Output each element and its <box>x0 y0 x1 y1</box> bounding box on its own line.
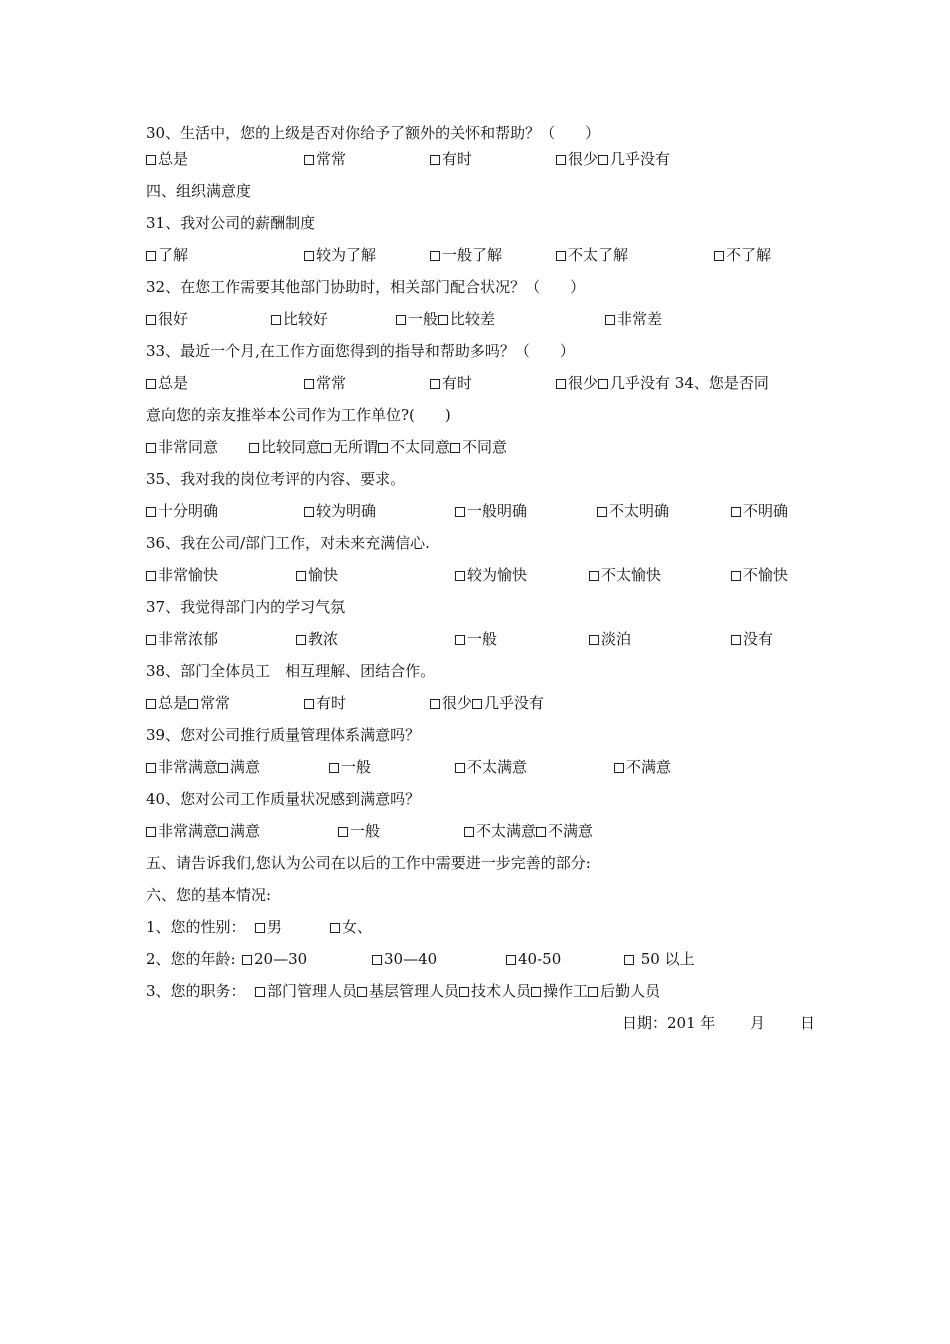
option-checkbox[interactable]: 50 以上 <box>624 948 695 970</box>
option-checkbox[interactable]: 不了解 <box>714 244 771 266</box>
option-checkbox[interactable]: 较为明确 <box>304 500 376 522</box>
question-36: 36、我在公司/部门工作，对未来充满信心. <box>146 534 430 552</box>
checkbox-icon[interactable] <box>304 699 314 709</box>
option-checkbox[interactable]: 一般 <box>338 820 380 842</box>
option-checkbox[interactable]: 常常 <box>304 372 346 394</box>
checkbox-icon[interactable] <box>304 379 314 389</box>
checkbox-icon[interactable] <box>536 827 546 837</box>
gender-label: 1、您的性别： <box>146 918 246 936</box>
question-38: 38、部门全体员工 相互理解、团结合作。 <box>146 662 436 680</box>
checkbox-icon[interactable] <box>605 315 615 325</box>
checkbox-icon[interactable] <box>450 443 460 453</box>
option-checkbox[interactable]: 部门管理人员 基层管理人员 技术人员 操作工 后勤人员 <box>255 980 660 1002</box>
option-checkbox[interactable]: 不太了解 <box>556 244 628 266</box>
option-checkbox[interactable]: 非常差 <box>605 308 662 330</box>
checkbox-icon[interactable] <box>146 827 156 837</box>
checkbox-icon[interactable] <box>506 955 516 965</box>
option-checkbox[interactable]: 有时 <box>430 148 472 170</box>
question-33: 33、最近一个月,在工作方面您得到的指导和帮助多吗？（ ） <box>146 342 575 360</box>
checkbox-icon[interactable] <box>714 251 724 261</box>
option-checkbox[interactable]: 愉快 <box>296 564 338 586</box>
date-day-label: 日 <box>800 1014 816 1032</box>
checkbox-icon[interactable] <box>430 699 440 709</box>
checkbox-icon[interactable] <box>556 251 566 261</box>
option-checkbox[interactable]: 较为愉快 <box>455 564 527 586</box>
checkbox-icon[interactable] <box>464 827 474 837</box>
question-30: 30、生活中，您的上级是否对你给予了额外的关怀和帮助？（ ） <box>146 124 601 142</box>
option-checkbox[interactable]: 非常同意 <box>146 436 218 458</box>
checkbox-icon[interactable] <box>731 571 741 581</box>
checkbox-icon[interactable] <box>430 155 440 165</box>
checkbox-icon[interactable] <box>146 443 156 453</box>
checkbox-icon[interactable] <box>146 155 156 165</box>
checkbox-icon[interactable] <box>304 251 314 261</box>
job-label: 3、您的职务： <box>146 982 246 1000</box>
checkbox-icon[interactable] <box>588 987 598 997</box>
date-row <box>622 1012 822 1034</box>
checkbox-icon[interactable] <box>598 155 608 165</box>
option-checkbox[interactable]: 40-50 <box>506 948 561 970</box>
checkbox-icon[interactable] <box>255 987 265 997</box>
option-checkbox[interactable]: 了解 <box>146 244 188 266</box>
age-label: 2、您的年龄: <box>146 950 236 968</box>
section-heading-6: 六、您的基本情况: <box>146 886 272 904</box>
option-checkbox[interactable]: 一般 <box>329 756 371 778</box>
checkbox-icon[interactable] <box>271 315 281 325</box>
question-37: 37、我觉得部门内的学习气氛 <box>146 598 346 616</box>
option-checkbox[interactable]: 一般了解 <box>430 244 502 266</box>
option-checkbox[interactable]: 比较好 <box>271 308 328 330</box>
option-checkbox[interactable]: 教浓 <box>296 628 338 650</box>
option-checkbox[interactable]: 总是 <box>146 372 188 394</box>
option-checkbox[interactable]: 一般明确 <box>455 500 527 522</box>
checkbox-icon[interactable] <box>321 443 331 453</box>
option-checkbox[interactable]: 十分明确 <box>146 500 218 522</box>
option-checkbox[interactable]: 不明确 <box>731 500 788 522</box>
checkbox-icon[interactable] <box>430 379 440 389</box>
checkbox-icon[interactable] <box>188 699 198 709</box>
date-year-label: 日期：201 年 <box>622 1014 716 1032</box>
option-checkbox[interactable]: 不满意 <box>614 756 671 778</box>
checkbox-icon[interactable] <box>731 635 741 645</box>
section-heading-5: 五、请告诉我们,您认为公司在以后的工作中需要进一步完善的部分: <box>146 854 591 872</box>
checkbox-icon[interactable] <box>531 987 541 997</box>
checkbox-icon[interactable] <box>330 923 340 933</box>
checkbox-icon[interactable] <box>378 443 388 453</box>
checkbox-icon[interactable] <box>731 507 741 517</box>
checkbox-icon[interactable] <box>329 763 339 773</box>
option-checkbox[interactable]: 女、 <box>330 916 372 938</box>
checkbox-icon[interactable] <box>614 763 624 773</box>
option-checkbox[interactable]: 一般 比较差 <box>396 308 495 330</box>
option-checkbox[interactable]: 总是 <box>146 148 188 170</box>
section-heading-4: 四、组织满意度 <box>146 182 252 200</box>
checkbox-icon[interactable] <box>249 443 259 453</box>
checkbox-icon[interactable] <box>296 571 306 581</box>
option-checkbox[interactable]: 不太愉快 <box>589 564 661 586</box>
option-checkbox[interactable]: 很少 几乎没有 <box>556 148 670 170</box>
checkbox-icon[interactable] <box>598 379 608 389</box>
question-32: 32、在您工作需要其他部门协助时，相关部门配合状况？（ ） <box>146 278 586 296</box>
checkbox-icon[interactable] <box>556 155 566 165</box>
option-checkbox[interactable]: 不太满意 <box>455 756 527 778</box>
option-checkbox[interactable]: 淡泊 <box>589 628 631 650</box>
checkbox-icon[interactable] <box>304 155 314 165</box>
checkbox-icon[interactable] <box>338 827 348 837</box>
option-checkbox[interactable]: 20—30 <box>242 948 307 970</box>
option-checkbox[interactable]: 有时 <box>430 372 472 394</box>
option-checkbox[interactable]: 30—40 <box>372 948 437 970</box>
checkbox-icon[interactable] <box>430 251 440 261</box>
checkbox-icon[interactable] <box>396 315 406 325</box>
checkbox-icon[interactable] <box>372 955 382 965</box>
checkbox-icon[interactable] <box>589 635 599 645</box>
option-checkbox[interactable]: 总是 常常 <box>146 692 230 714</box>
checkbox-icon[interactable] <box>146 315 156 325</box>
checkbox-icon[interactable] <box>589 571 599 581</box>
checkbox-icon[interactable] <box>459 987 469 997</box>
option-checkbox[interactable]: 很少 几乎没有 <box>430 692 544 714</box>
checkbox-icon[interactable] <box>255 923 265 933</box>
checkbox-icon[interactable] <box>146 571 156 581</box>
checkbox-icon[interactable] <box>597 507 607 517</box>
checkbox-icon[interactable] <box>455 763 465 773</box>
option-checkbox[interactable]: 常常 <box>304 148 346 170</box>
option-checkbox[interactable]: 非常满意 满意 <box>146 756 260 778</box>
checkbox-icon[interactable] <box>304 507 314 517</box>
date-month-label: 月 <box>750 1014 766 1032</box>
option-checkbox[interactable]: 非常浓郁 <box>146 628 218 650</box>
question-39: 39、您对公司推行质量管理体系满意吗？ <box>146 726 421 744</box>
checkbox-icon[interactable] <box>472 699 482 709</box>
option-checkbox[interactable]: 比较同意 无所谓 不太同意 不同意 <box>249 436 507 458</box>
checkbox-icon[interactable] <box>146 251 156 261</box>
checkbox-icon[interactable] <box>146 763 156 773</box>
question-35: 35、我对我的岗位考评的内容、要求。 <box>146 470 406 488</box>
option-checkbox[interactable]: 男 <box>255 916 282 938</box>
option-checkbox[interactable]: 不太满意 不满意 <box>464 820 593 842</box>
question-40: 40、您对公司工作质量状况感到满意吗？ <box>146 790 421 808</box>
checkbox-icon[interactable] <box>624 955 634 965</box>
option-checkbox[interactable]: 不愉快 <box>731 564 788 586</box>
checkbox-icon[interactable] <box>455 571 465 581</box>
option-checkbox[interactable]: 非常满意 满意 <box>146 820 260 842</box>
checkbox-icon[interactable] <box>146 635 156 645</box>
option-checkbox[interactable]: 很少 几乎没有 34、您是否同 <box>556 372 769 394</box>
option-checkbox[interactable]: 一般 <box>455 628 497 650</box>
checkbox-icon[interactable] <box>218 763 228 773</box>
checkbox-icon[interactable] <box>242 955 252 965</box>
option-checkbox[interactable]: 很好 <box>146 308 188 330</box>
checkbox-icon[interactable] <box>146 507 156 517</box>
option-checkbox[interactable]: 较为了解 <box>304 244 376 266</box>
checkbox-icon[interactable] <box>296 635 306 645</box>
checkbox-icon[interactable] <box>455 635 465 645</box>
option-checkbox[interactable]: 没有 <box>731 628 773 650</box>
question-31: 31、我对公司的薪酬制度 <box>146 214 316 232</box>
checkbox-icon[interactable] <box>146 379 156 389</box>
checkbox-icon[interactable] <box>218 827 228 837</box>
option-checkbox[interactable]: 有时 <box>304 692 346 714</box>
checkbox-icon[interactable] <box>357 987 367 997</box>
checkbox-icon[interactable] <box>438 315 448 325</box>
checkbox-icon[interactable] <box>556 379 566 389</box>
checkbox-icon[interactable] <box>146 699 156 709</box>
question-34: 意向您的亲友推举本公司作为工作单位?( ) <box>146 406 451 424</box>
option-checkbox[interactable]: 不太明确 <box>597 500 669 522</box>
option-checkbox[interactable]: 非常愉快 <box>146 564 218 586</box>
checkbox-icon[interactable] <box>455 507 465 517</box>
